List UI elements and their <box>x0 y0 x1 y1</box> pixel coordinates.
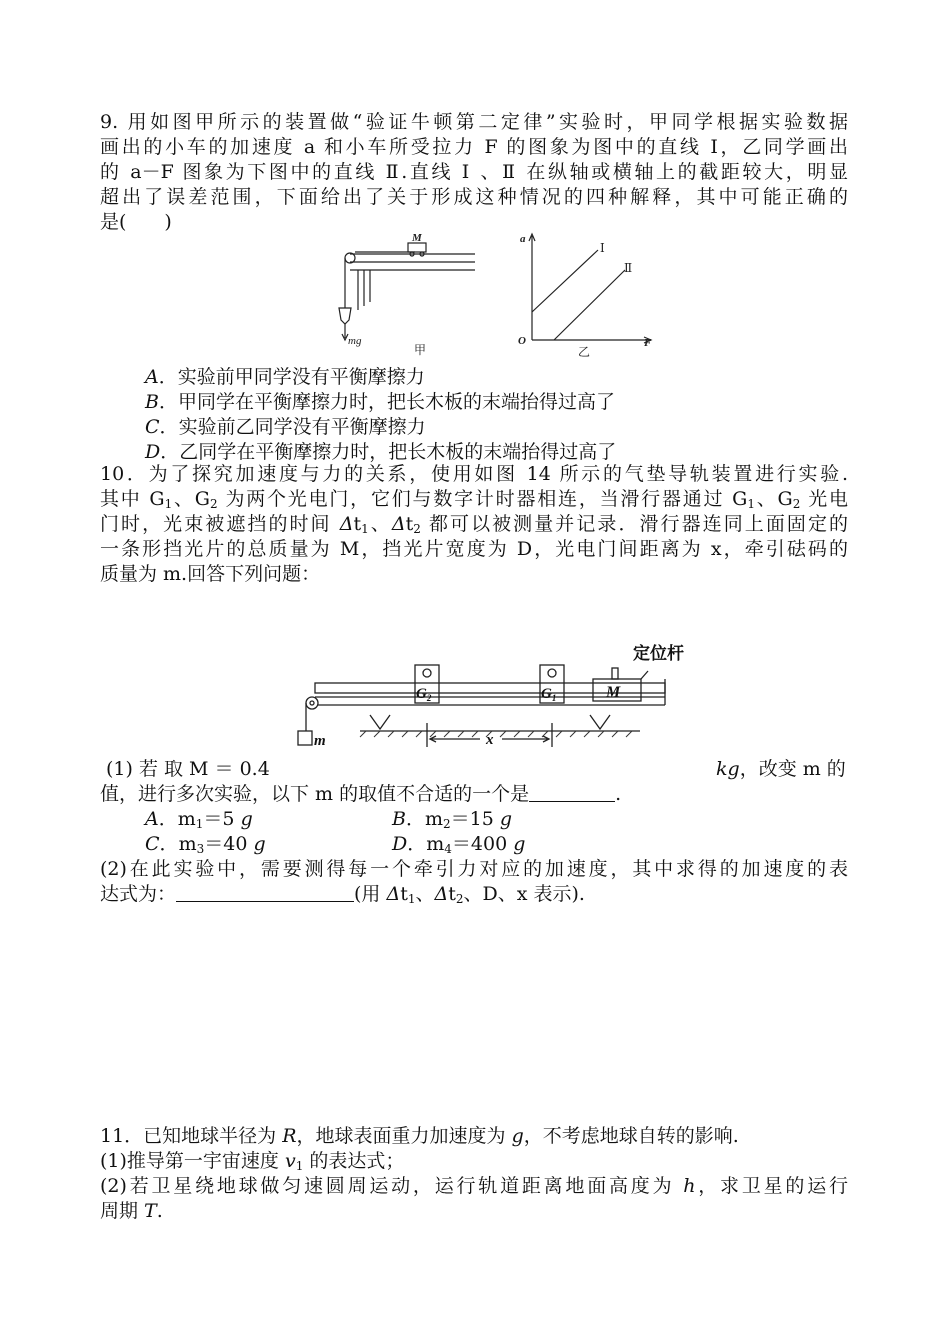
q10-p1-end: kg，改变 m 的 <box>716 758 846 780</box>
answer-blank[interactable] <box>529 782 615 802</box>
q10-line-4: 一条形挡光片的总质量为 M，挡光片宽度为 D，光电门间距离为 x，牵引砝码的 <box>100 538 848 560</box>
option-text: 实验前乙同学没有平衡摩擦力 <box>178 416 426 438</box>
q10-line-3: 门时，光束被遮挡的时间 $\Delta t_1$、$\Delta t_2$ 都可以被测量并记录．滑行器连同上面固定的 <box>100 513 848 536</box>
option-letter: B <box>145 391 159 413</box>
q10-line-5: 质量为 m.回答下列问题： <box>100 563 321 585</box>
q9-option-c: C．实验前乙同学没有平衡摩擦力 <box>145 416 426 438</box>
q10-option-c: C．$m_3=40$ g <box>145 833 266 856</box>
q10-p2-line-2: 达式为： (用 $\Delta t_1$、$\Delta t_2$、D、x 表示). <box>100 883 585 906</box>
q10-weight-label: m <box>314 733 326 749</box>
option-letter: C <box>145 416 160 438</box>
q10-distance-label: x <box>486 732 494 748</box>
q9-figure-jia <box>330 228 490 363</box>
q9-jia-weight-label: mg <box>348 335 362 347</box>
q10-option-d: D．$m_4=400$ g <box>392 833 526 856</box>
q9-figure-yi <box>510 228 660 363</box>
option-text: 甲同学在平衡摩擦力时，把长木板的末端抬得过高了 <box>177 391 615 413</box>
q10-line-2: 其中 $G_1$、$G_2$ 为两个光电门，它们与数字计时器相连，当滑行器通过 $G_1$、$G_2$ 光电 <box>100 488 849 511</box>
option-letter: A <box>145 366 159 388</box>
option-letter: D <box>145 441 161 463</box>
q9-line-2: 画出的小车的加速度 a 和小车所受拉力 F 的图象为图中的直线 Ⅰ，乙同学画出 <box>100 136 848 158</box>
q9-line-3: 的 a－F 图象为下图中的直线 Ⅱ.直线 Ⅰ 、Ⅱ 在纵轴或横轴上的截距较大，明显 <box>100 161 848 183</box>
q11-line-3: (2)若卫星绕地球做匀速圆周运动，运行轨道距离地面高度为 h，求卫星的运行 <box>100 1175 848 1197</box>
q10-option-a: A．$m_1=5$ g <box>145 808 253 831</box>
answer-blank[interactable] <box>176 882 354 902</box>
q10-slider-mass-label: M <box>606 684 621 701</box>
q9-line-1: 9. 用如图甲所示的装置做“验证牛顿第二定律”实验时，甲同学根据实验数据 <box>100 111 848 133</box>
q9-option-b: B．甲同学在平衡摩擦力时，把长木板的末端抬得过高了 <box>145 391 615 413</box>
q10-air-track-figure <box>290 635 710 755</box>
q9-jia-mass-label: M <box>412 232 422 244</box>
q9-yi-line2-label: Ⅱ <box>624 261 633 275</box>
q10-p1-start: (1) 若 取 M ＝ 0.4 <box>106 758 270 780</box>
q9-yi-caption: 乙 <box>578 345 591 359</box>
option-text: 实验前甲同学没有平衡摩擦力 <box>177 366 425 388</box>
q9-yi-o-label: O <box>518 335 526 347</box>
q10-p1-line-2: 值，进行多次实验，以下 m 的取值不合适的一个是 . <box>100 783 622 805</box>
q9-yi-line1-label: Ⅰ <box>600 241 605 255</box>
q9-yi-a-label: a <box>520 233 526 245</box>
q9-line-4: 超出了误差范围，下面给出了关于形成这种情况的四种解释，其中可能正确的 <box>100 186 848 208</box>
q9-jia-caption: 甲 <box>414 343 427 357</box>
option-text: 乙同学在平衡摩擦力时，把长木板的末端抬得过高了 <box>179 441 617 463</box>
q9-option-a: A．实验前甲同学没有平衡摩擦力 <box>145 366 425 388</box>
q10-rod-label: 定位杆 <box>633 644 684 663</box>
q10-gate2-label: $G_2$ <box>416 686 432 703</box>
q11-line-1: 11．已知地球半径为 R，地球表面重力加速度为 g，不考虑地球自转的影响. <box>100 1125 739 1147</box>
q10-option-b: B．$m_2=15$ g <box>392 808 513 831</box>
q10-p2-line-1: (2)在此实验中，需要测得每一个牵引力对应的加速度，其中求得的加速度的表 <box>100 858 848 880</box>
q9-yi-f-label: F <box>644 337 652 349</box>
q9-option-d: D．乙同学在平衡摩擦力时，把长木板的末端抬得过高了 <box>145 441 617 463</box>
q11-line-4: 周期 T. <box>100 1200 163 1222</box>
q10-line-1: 10．为了探究加速度与力的关系，使用如图 14 所示的气垫导轨装置进行实验. <box>100 463 848 485</box>
q9-line-5: 是( ) <box>100 211 172 233</box>
q11-line-2: (1)推导第一宇宙速度 $v_1$ 的表达式； <box>100 1150 405 1173</box>
q10-gate1-label: $G_1$ <box>541 686 557 703</box>
